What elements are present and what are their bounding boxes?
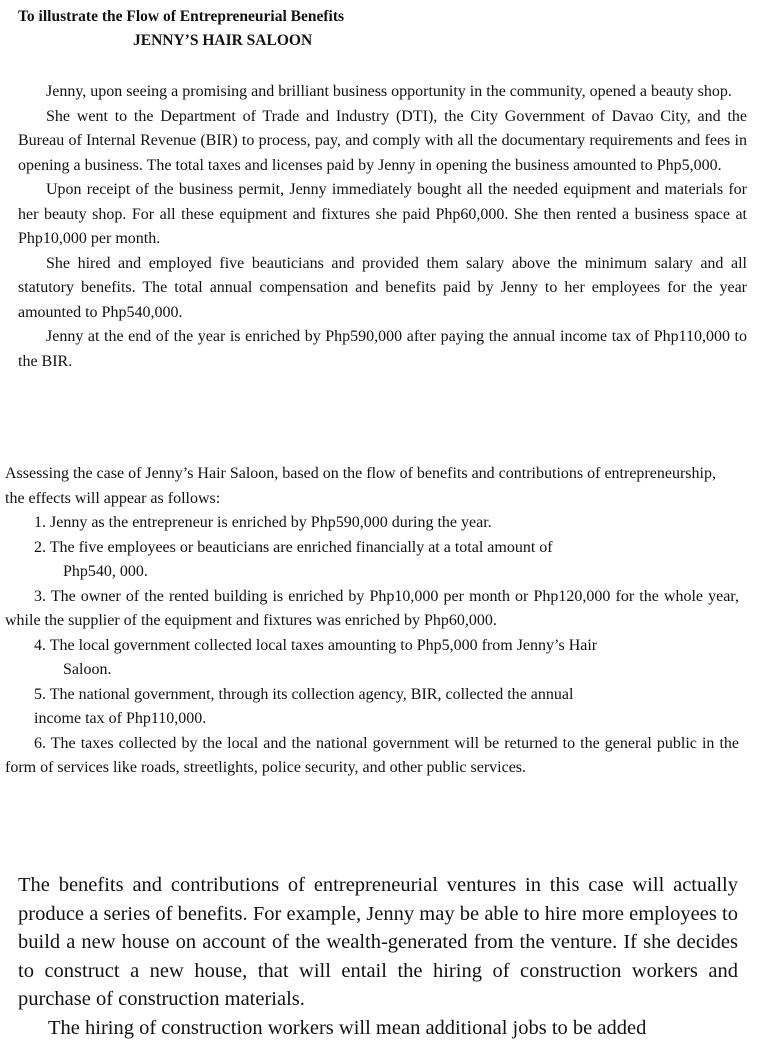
effect-item	[5, 511, 739, 536]
closing-paragraph-partial: The hiring of construction workers will mean additional jobs to be added	[18, 1014, 738, 1042]
story-paragraph: Upon receipt of the business permit, Jenny immediately bought all the needed equipment and materials for her beauty shop. For all these equipment and fixtures she paid Php60,000. She then rented a business space at Php10,000 per month.	[18, 178, 747, 252]
assessment-section	[5, 462, 739, 781]
closing-section	[18, 871, 738, 1042]
effect-item-continuation: income tax of Php110,000.	[34, 707, 739, 732]
effect-item-text: 6. The taxes collected by the local and the national government will be returned to the	[34, 735, 600, 752]
document-subtitle: JENNY’S HAIR SALOON	[133, 32, 312, 50]
effect-item	[5, 634, 739, 683]
effect-item	[5, 732, 739, 781]
effect-item-text: 1. Jenny as the entrepreneur is enriched by Php590,000 during the year.	[34, 514, 492, 531]
assessment-intro: Assessing the case of Jenny’s Hair Saloon, based on the flow of benefits and contributions of entrepreneurship, the effects will appear as follows:	[5, 462, 739, 511]
effect-item	[5, 585, 739, 634]
document-title: To illustrate the Flow of Entrepreneurial Benefits	[18, 8, 344, 26]
effect-item-continuation: Saloon.	[34, 658, 739, 683]
story-paragraph: Jenny at the end of the year is enriched by Php590,000 after paying the annual income tax of Php110,000 to the BIR.	[18, 325, 747, 374]
effect-item-continuation: Php540, 000.	[34, 560, 739, 585]
closing-paragraph: The benefits and contributions of entrepreneurial ventures in this case will actually produce a series of benefits. For example, Jenny may be able to hire more employees to build a new house on account of the wealth-generated from the venture. If she decides to construct a new house, that will entail the hiring of construction workers and purchase of construction materials.	[18, 871, 738, 1014]
effect-item-text: 3. The owner of the rented building is enriched by Php10,000 per month or Php120,000 for the whole year, while the supplier of the equipment and fixtures was enriched by Php60,000.	[5, 588, 739, 630]
effect-item-text: 4. The local government collected local taxes amounting to Php5,000 from Jenny’s Hair	[34, 637, 597, 654]
case-story	[18, 80, 747, 374]
effect-item-continuation: general public in the form of services like roads, streetlights, police security, and other public services.	[5, 735, 739, 777]
story-paragraph: She hired and employed five beauticians and provided them salary above the minimum salary and all statutory benefits. The total annual compensation and benefits paid by Jenny to her employees for the year amounted to Php540,000.	[18, 252, 747, 326]
story-paragraph: Jenny, upon seeing a promising and brilliant business opportunity in the community, opened a beauty shop.	[18, 80, 747, 105]
effect-item-text: 2. The five employees or beauticians are enriched financially at a total amount of	[34, 539, 553, 556]
effect-item	[5, 536, 739, 585]
effect-item-text: 5. The national government, through its collection agency, BIR, collected the annual	[34, 686, 573, 703]
story-paragraph: She went to the Department of Trade and Industry (DTI), the City Government of Davao City, and the Bureau of Internal Revenue (BIR) to process, pay, and comply with all the documentary requirements and fees in opening a business. The total taxes and licenses paid by Jenny in opening the business amounted to Php5,000.	[18, 105, 747, 179]
effect-item	[5, 683, 739, 732]
